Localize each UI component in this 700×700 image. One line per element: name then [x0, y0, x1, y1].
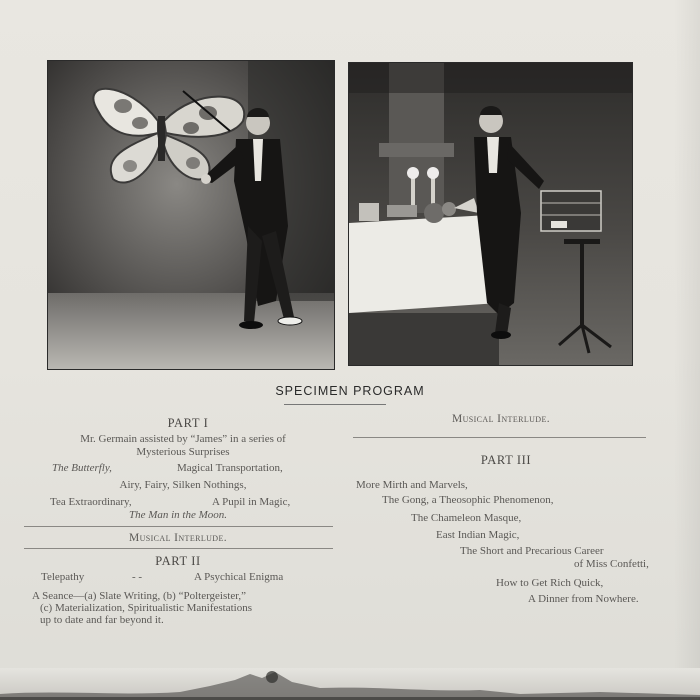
part-1-intro-line-1: Mr. Germain assisted by “James” in a series of	[80, 433, 286, 445]
photo-magician-butterfly	[47, 60, 335, 370]
program-item-seance-line-1: A Seance—(a) Slate Writing, (b) “Poltergeister,”	[32, 590, 247, 602]
part-3-title: PART III	[480, 453, 532, 467]
musical-interlude-right: Musical Interlude.	[451, 413, 551, 425]
page-shadow	[674, 0, 700, 700]
part-1-intro-line-2: Mysterious Surprises	[136, 446, 230, 458]
program-item-tea: Tea Extraordinary,	[50, 496, 132, 508]
program-item-psychical-enigma: A Psychical Enigma	[194, 571, 284, 583]
program-item-miss-confetti: of Miss Confetti,	[574, 558, 649, 570]
part-2-title: PART II	[155, 554, 201, 568]
divider	[353, 437, 646, 438]
bottom-photo-edge	[0, 668, 700, 700]
program-item-butterfly: The Butterfly,	[52, 462, 112, 474]
separator-dashes: - -	[132, 571, 143, 583]
program-item-man-moon: The Man in the Moon.	[128, 509, 228, 521]
divider	[24, 548, 333, 549]
program-item-seance-line-3: up to date and far beyond it.	[40, 614, 164, 626]
program-item-chameleon: The Chameleon Masque,	[411, 512, 522, 524]
program-item-telepathy: Telepathy	[41, 571, 85, 583]
program-item-airy-fairy: Airy, Fairy, Silken Nothings,	[119, 479, 247, 491]
program-item-dinner: A Dinner from Nowhere.	[528, 593, 639, 605]
musical-interlude-left: Musical Interlude.	[128, 532, 228, 544]
divider	[24, 526, 333, 527]
heading-underline	[284, 404, 386, 405]
program-heading: SPECIMEN PROGRAM	[275, 384, 425, 398]
program-item-east-indian: East Indian Magic,	[436, 529, 520, 541]
program-item-gong: The Gong, a Theosophic Phenomenon,	[382, 494, 554, 506]
program-item-seance-line-2: (c) Materialization, Spiritualistic Manifestations	[40, 602, 252, 614]
program-item-pupil: A Pupil in Magic,	[212, 496, 291, 508]
program-item-magical-transportation: Magical Transportation,	[177, 462, 283, 474]
program-item-short-career: The Short and Precarious Career	[460, 545, 604, 557]
part-1-title: PART I	[167, 416, 209, 430]
program-item-more-mirth: More Mirth and Marvels,	[356, 479, 468, 491]
photo-magician-table	[348, 62, 633, 366]
program-item-rich-quick: How to Get Rich Quick,	[496, 577, 604, 589]
